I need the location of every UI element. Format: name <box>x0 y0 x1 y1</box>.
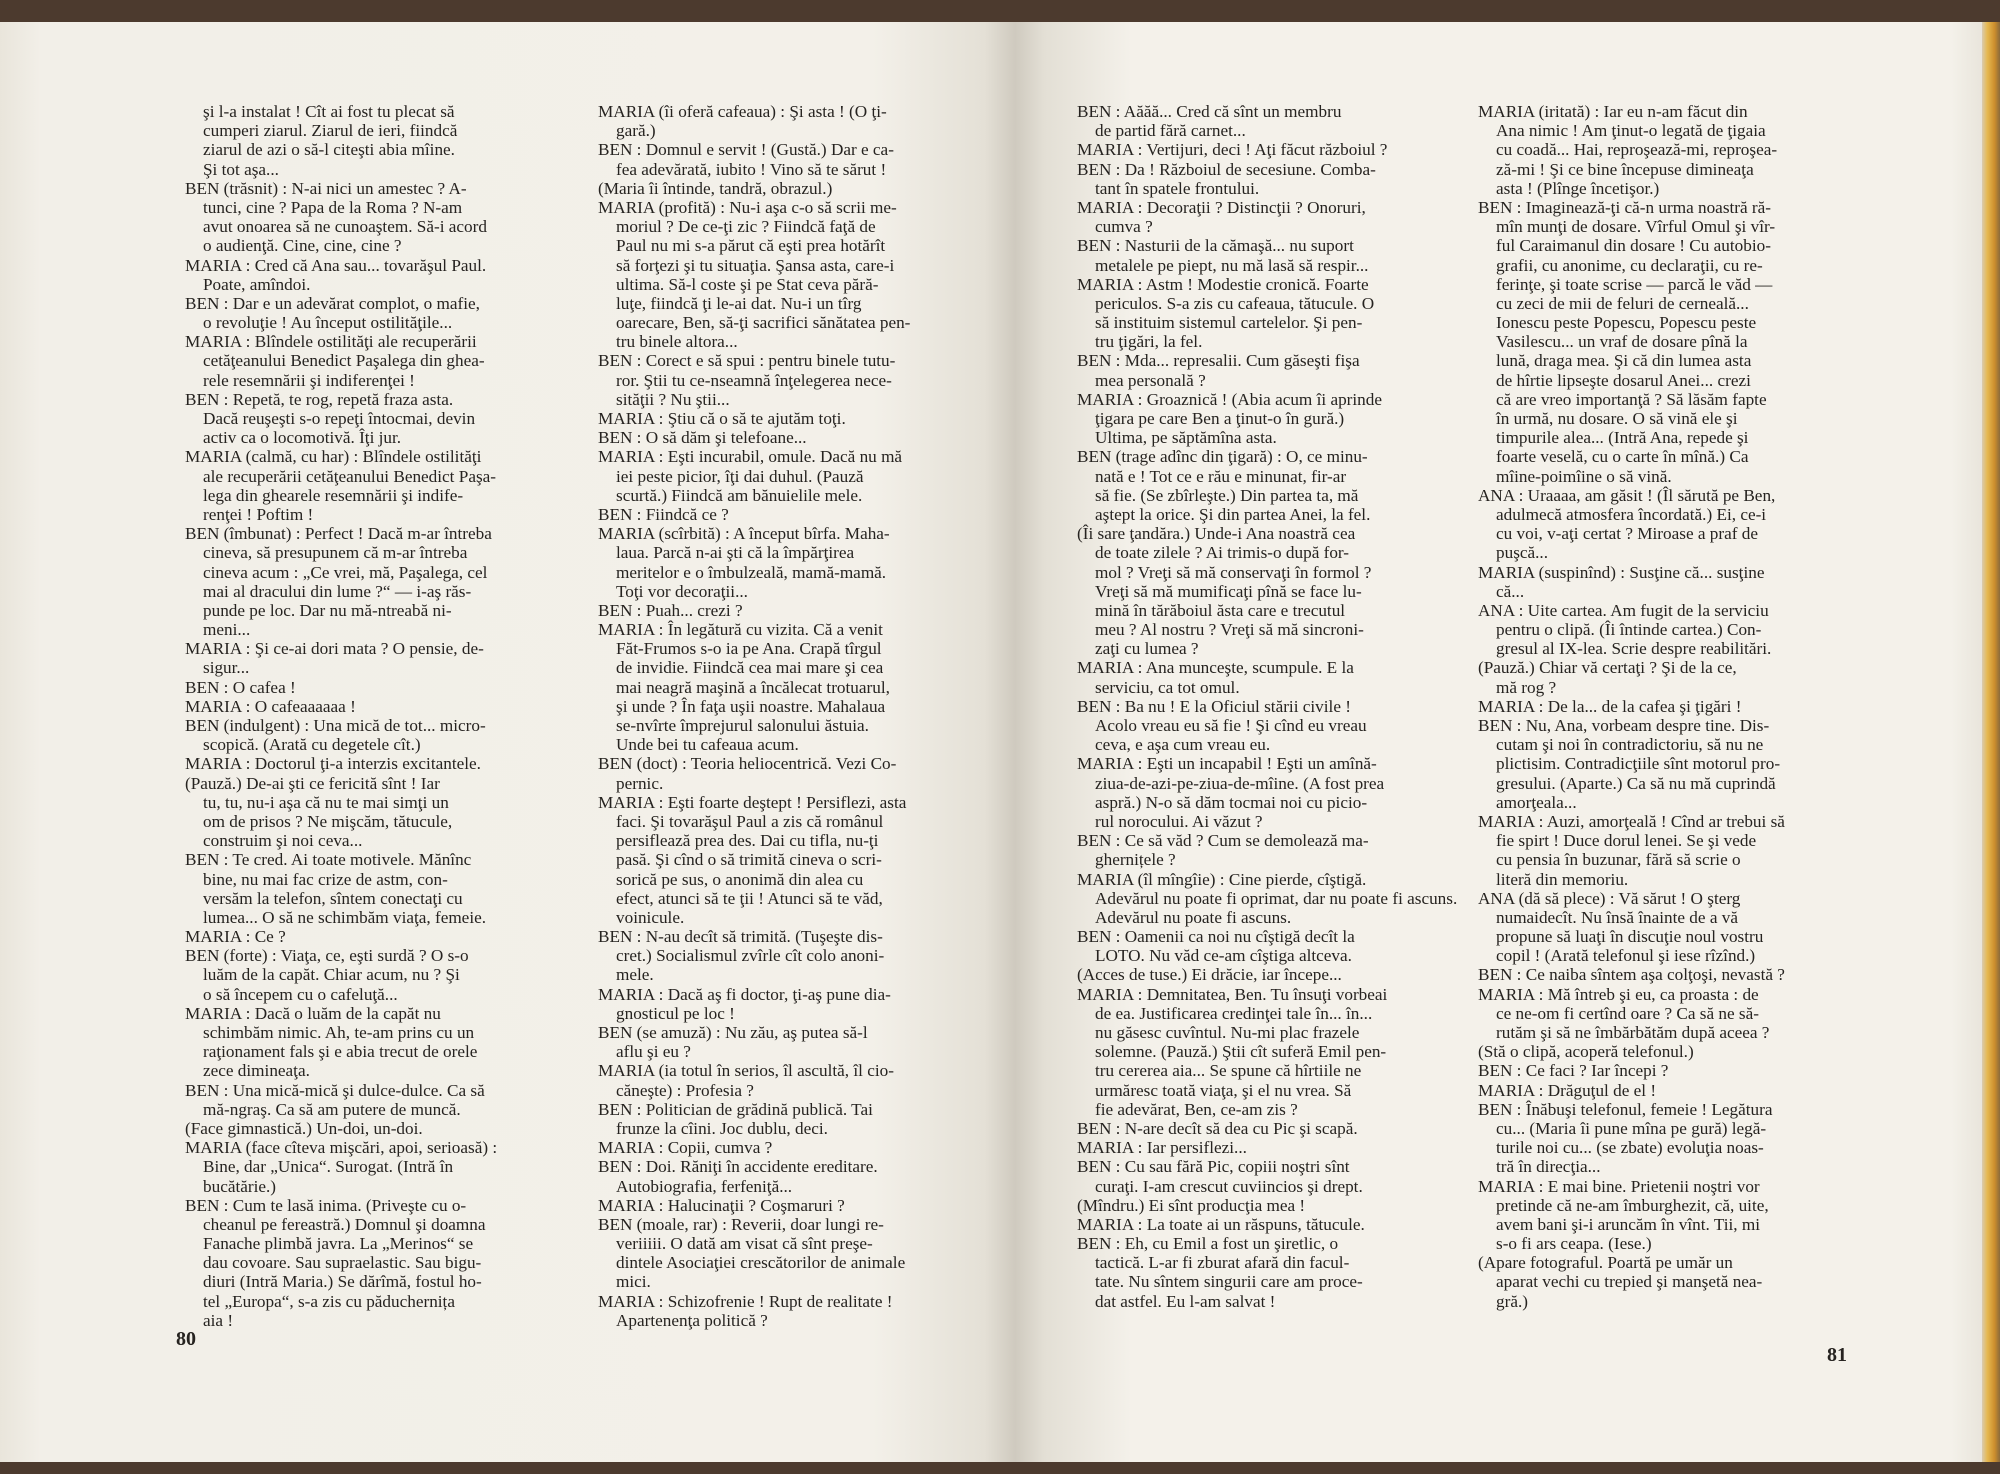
text-line: pentru o clipă. (Îi întinde cartea.) Con- <box>1496 620 1762 640</box>
text-line: ANA : Uraaaa, am găsit ! (Îl sărută pe Ben, <box>1478 485 1776 505</box>
text-line: cumva ? <box>1095 217 1153 237</box>
text-line: bine, nu mai fac crize de astm, con- <box>203 869 448 889</box>
text-line: tel „Europa“, s-a zis cu păduchernița <box>203 1291 455 1311</box>
page-edge-strip <box>1982 22 2000 1466</box>
text-line: luăm de la capăt. Chiar acum, nu ? Şi <box>203 965 460 985</box>
text-line: ţigara pe care Ben a ţinut-o în gură.) <box>1095 409 1345 428</box>
text-line: mină în tărăboiul ăsta care e trecutul <box>1095 600 1346 620</box>
text-line: BEN : Oamenii ca noi nu cîştigă decît la <box>1077 927 1355 947</box>
text-line: de toate zilele ? Ai trimis-o după for- <box>1095 543 1350 563</box>
text-line: mîine-poimîine o să vină. <box>1496 466 1672 486</box>
text-line: cu... (Maria îi pune mîna pe gură) legă- <box>1496 1118 1767 1138</box>
book-cover-bottom <box>0 1462 2000 1474</box>
text-line: BEN : Da ! Războiul de secesiune. Comba- <box>1077 159 1376 179</box>
text-line: MARIA : Ana munceşte, scumpule. E la <box>1077 658 1354 678</box>
text-line: Vreţi să mă mumificaţi pînă se face lu- <box>1095 581 1362 601</box>
text-line: scurtă.) Fiindcă am bănuielile mele. <box>616 485 863 505</box>
text-line: BEN : Ba nu ! E la Oficiul stării civile ! <box>1077 696 1351 716</box>
text-line: de ea. Justificarea credinţei tale în... în... <box>1095 1003 1373 1023</box>
text-line: plictisim. Contradicţiile sînt motorul pro- <box>1496 754 1781 774</box>
text-line: MARIA (face cîteva mişcări, apoi, serioasă) : <box>185 1138 498 1158</box>
text-line: luţe, fiindcă ţi le-ai dat. Nu-i un tîrg <box>616 293 862 313</box>
text-line: meu ? Al nostru ? Vreţi să mă sincroni- <box>1095 620 1364 640</box>
text-line: frunze la cîini. Joc dublu, deci. <box>616 1118 828 1138</box>
text-line: MARIA (îl mîngîie) : Cine pierde, cîştigă. <box>1077 869 1367 889</box>
text-line: pretinde că ne-am îmburghezit, că, uite, <box>1496 1195 1769 1215</box>
text-line: turile noi cu... (se zbate) evoluţia noas- <box>1496 1138 1764 1158</box>
text-line: cu voi, v-aţi certat ? Miroase a praf de <box>1496 524 1758 544</box>
text-line: tru ţigări, la fel. <box>1095 332 1203 352</box>
text-line: BEN : Puah... crezi ? <box>598 600 743 620</box>
right-page <box>1015 22 1990 1466</box>
text-line: MARIA : O cafeaaaaaa ! <box>185 696 356 716</box>
text-line: că... <box>1496 581 1525 601</box>
text-line: MARIA : Ştiu că o să te ajutăm toţi. <box>598 409 846 428</box>
text-line: literă din memoriu. <box>1496 869 1629 889</box>
text-line: Ana nimic ! Am ţinut-o legată de ţigaia <box>1496 121 1766 141</box>
text-line: mă rog ? <box>1496 677 1557 697</box>
text-line: s-o fi ars ceapa. (Iese.) <box>1496 1234 1652 1254</box>
text-line: MARIA : Şi ce-ai dori mata ? O pensie, de- <box>185 639 484 659</box>
left-page <box>0 22 1015 1466</box>
text-line: foarte veselă, cu o carte în mînă.) Ca <box>1496 447 1749 467</box>
text-line: Ionescu peste Popescu, Popescu peste <box>1496 313 1757 333</box>
text-line: MARIA : Eşti foarte deştept ! Persiflezi, asta <box>598 792 907 812</box>
text-line: cu zeci de mii de feluri de cerneală... <box>1496 293 1749 313</box>
text-line: tate. Nu sîntem singurii care am proce- <box>1095 1272 1363 1292</box>
text-line: lună, draga mea. Şi că din lumea asta <box>1496 351 1752 371</box>
text-line: Ultima, pe săptămîna asta. <box>1095 428 1277 448</box>
text-line: MARIA : Astm ! Modestie cronică. Foarte <box>1077 274 1369 294</box>
text-line: fie spirt ! Duce dorul lenei. Se şi vede <box>1496 831 1757 851</box>
text-line: şi unde ? În faţa uşii noastre. Mahalaua <box>616 696 886 716</box>
text-line: urmăresc toată viaţa, şi el nu vrea. Să <box>1095 1080 1352 1100</box>
text-line: cumperi ziarul. Ziarul de ieri, fiindcă <box>203 121 458 141</box>
text-line: moriul ? De ce-ţi zic ? Fiindcă faţă de <box>616 217 876 237</box>
text-line: Vasilescu... un vraf de dosare pînă la <box>1496 332 1748 352</box>
text-line: rul norocului. Ai văzut ? <box>1095 811 1263 831</box>
text-line: BEN (trăsnit) : N-ai nici un amestec ? A- <box>185 178 467 198</box>
text-line: mă-ngraş. Ca să am putere de muncă. <box>203 1099 461 1119</box>
text-line: sorică pe sus, o anonimă din alea cu <box>616 869 864 889</box>
text-line: MARIA : E mai bine. Prietenii noştri vor <box>1478 1176 1760 1196</box>
text-line: mol ? Vreţi să mă conservaţi în formol ? <box>1095 562 1372 582</box>
text-line: serviciu, ca tot omul. <box>1095 677 1240 697</box>
text-line: metalele pe piept, nu mă lasă să respir... <box>1095 255 1369 275</box>
text-line: MARIA : În legătură cu vizita. Că a venit <box>598 620 883 640</box>
text-line: cineva, să presupunem că m-ar întreba <box>203 543 468 563</box>
text-line: Poate, amîndoi. <box>203 274 311 294</box>
left-page-column-2 <box>598 102 976 1330</box>
text-line: diuri (Intră Maria.) Se dărîmă, fostul ho- <box>203 1272 482 1292</box>
text-line: (Mîndru.) Ei sînt producţia mea ! <box>1077 1195 1306 1215</box>
text-line: iei peste picior, îţi dai duhul. (Pauză <box>616 466 864 486</box>
text-line: tactică. L-ar fi zburat afară din facul- <box>1095 1253 1350 1273</box>
text-line: Toţi vor decoraţii... <box>616 581 748 601</box>
text-line: de hîrtie lipseşte dosarul Anei... crezi <box>1496 370 1751 390</box>
text-line: gară.) <box>616 121 656 141</box>
text-line: mîn munţi de dosare. Vîrful Omul şi vîr- <box>1496 217 1776 237</box>
text-line: sigur... <box>203 658 250 678</box>
text-line: MARIA : Schizofrenie ! Rupt de realitate ! <box>598 1291 893 1311</box>
text-line: ultima. Să-l coste şi pe Stat ceva pără- <box>616 274 879 294</box>
text-line: aspră.) N-o să dăm tocmai noi cu picio- <box>1095 792 1368 812</box>
text-line: MARIA : Cred că Ana sau... tovarăşul Paul. <box>185 255 487 275</box>
text-line: Fanache plimbă javra. La „Merinos“ se <box>203 1234 474 1254</box>
text-line: schimbăm nimic. Ah, te-am prins cu un <box>203 1023 475 1042</box>
text-line: BEN : Nu, Ana, vorbeam despre tine. Dis- <box>1478 716 1770 735</box>
text-line: Bine, dar „Unica“. Surogat. (Intră în <box>203 1157 454 1177</box>
text-line: numaidecît. Nu însă înainte de a vă <box>1496 907 1738 927</box>
text-line: om de prisos ? Ne mişcăm, tătucule, <box>203 811 453 831</box>
text-line: MARIA (îi oferă cafeaua) : Şi asta ! (O ţi- <box>598 102 887 121</box>
text-line: faci. Şi tovarăşul Paul a zis că românul <box>616 811 884 831</box>
text-line: BEN : Cu sau fără Pic, copiii noştri sînt <box>1077 1157 1350 1177</box>
text-line: MARIA : Dacă o luăm de la capăt nu <box>185 1003 441 1023</box>
text-line: BEN : O să dăm şi telefoane... <box>598 428 807 448</box>
text-line: Dacă reuşeşti s-o repeţi întocmai, devin <box>203 409 476 428</box>
text-line: tant în spatele frontului. <box>1095 178 1260 198</box>
text-line: propune să luaţi în discuţie noul vostru <box>1496 927 1764 947</box>
text-line: MARIA : Demnitatea, Ben. Tu însuţi vorbeai <box>1077 984 1388 1004</box>
text-line: nu găsesc cuvîntul. Nu-mi plac frazele <box>1095 1023 1360 1042</box>
text-line: lega din ghearele resemnării şi indife- <box>203 485 464 505</box>
text-line: să instituim sistemul cartelelor. Şi pen- <box>1095 313 1363 333</box>
text-line: BEN (indulgent) : Una mică de tot... micro- <box>185 716 486 735</box>
right-page-column-2 <box>1478 102 1860 1311</box>
text-line: MARIA (profită) : Nu-i aşa c-o să scrii me- <box>598 197 897 217</box>
text-line: cutam şi noi în contradictoriu, să nu ne <box>1496 735 1764 755</box>
text-line: cret.) Socialismul zvîrle cît colo anoni- <box>616 946 885 966</box>
text-line: dat astfel. Eu l-am salvat ! <box>1095 1291 1276 1311</box>
text-line: activ ca o locomotivă. Îţi jur. <box>203 428 402 448</box>
text-line: BEN : Politician de grădină publică. Tai <box>598 1099 873 1119</box>
text-line: (Pauză.) De-ai şti ce fericită sînt ! Iar <box>185 773 440 793</box>
text-line: ce ne-om fi certînd oare ? Ca să ne să- <box>1496 1003 1759 1023</box>
text-line: BEN : Cum te lasă inima. (Priveşte cu o- <box>185 1195 467 1215</box>
text-line: meritelor e o îmbulzeală, mamă-mamă. <box>616 562 887 582</box>
text-line: nată e ! Tot ce e rău e minunat, fir-ar <box>1095 466 1347 486</box>
text-line: punde pe loc. Dar nu mă-ntreabă ni- <box>203 600 452 620</box>
text-line: (Stă o clipă, acoperă telefonul.) <box>1478 1042 1694 1062</box>
text-line: avem bani şi-i aruncăm în vînt. Tii, mi <box>1496 1214 1760 1234</box>
text-line: BEN : Imaginează-ţi că-n urma noastră ră- <box>1478 197 1772 217</box>
text-line: avut onoarea să ne cunoaştem. Să-i acord <box>203 217 487 237</box>
text-line: BEN : N-au decît să trimită. (Tuşeşte dis- <box>598 927 883 947</box>
text-line: Adevărul nu poate fi oprimat, dar nu poate fi ascuns. <box>1095 888 1458 908</box>
text-line: MARIA (calmă, cu har) : Blîndele ostilităţi <box>185 447 482 467</box>
text-line: rele resemnării şi indiferenţei ! <box>203 370 415 390</box>
text-line: efect, atunci să te ţii ! Atunci să te văd, <box>616 888 883 908</box>
text-line: MARIA : Blîndele ostilităţi ale recuperării <box>185 332 477 352</box>
text-line: ză-mi ! Şi ce bine începuse dimineaţa <box>1496 159 1754 179</box>
text-line: BEN : Eh, cu Emil a fost un şiretlic, o <box>1077 1234 1339 1254</box>
text-line: persiflează prea des. Dai cu tifla, nu-ţi <box>616 831 879 851</box>
text-line: LOTO. Nu văd ce-am cîştiga altceva. <box>1095 946 1352 966</box>
text-line: BEN (moale, rar) : Reverii, doar lungi re- <box>598 1214 884 1234</box>
text-line: MARIA : Drăguţul de el ! <box>1478 1080 1657 1100</box>
left-page-number: 80 <box>176 1328 196 1350</box>
text-line: scopică. (Arată cu degetele cît.) <box>203 735 421 755</box>
text-line: BEN : Înăbuşi telefonul, femeie ! Legătura <box>1478 1099 1773 1119</box>
text-line: Adevărul nu poate fi ascuns. <box>1095 907 1292 927</box>
text-line: mai neagră maşină a încălecat trotuarul, <box>616 677 890 697</box>
text-line: MARIA : Mă întreb şi eu, ca proasta : de <box>1478 984 1759 1004</box>
text-line: aştept la orice. Şi din partea Anei, la fel. <box>1095 504 1371 524</box>
text-line: tunci, cine ? Papa de la Roma ? N-am <box>203 197 463 217</box>
text-line: căneşte) : Profesia ? <box>616 1080 754 1100</box>
text-line: se-nvîrte împrejurul salonului ăstuia. <box>616 716 869 735</box>
text-line: cheanul pe fereastră.) Domnul şi doamna <box>203 1214 486 1234</box>
text-line: MARIA : Vertijuri, deci ! Aţi făcut războiul ? <box>1077 140 1388 160</box>
text-line: timpurile alea... (Intră Ana, repede şi <box>1496 428 1749 448</box>
text-line: ful Caraimanul din dosare ! Cu autobio- <box>1496 236 1771 256</box>
text-line: MARIA : Auzi, amorţeală ! Cînd ar trebui să <box>1478 811 1785 831</box>
text-line: BEN (trage adînc din ţigară) : O, ce minu- <box>1077 447 1368 467</box>
text-line: BEN (forte) : Viaţa, ce, eşti surdă ? O s-o <box>185 946 469 966</box>
text-line: Şi tot aşa... <box>203 159 279 179</box>
text-line: bucătărie.) <box>203 1176 276 1196</box>
text-line: (Apare fotograful. Poartă pe umăr un <box>1478 1253 1733 1273</box>
text-line: ferinţe, şi toate scrise — parcă le văd — <box>1496 274 1773 294</box>
text-line: tru cererea aia... Se spune că hîrtiile ne <box>1095 1061 1362 1081</box>
text-line: în urmă, nu dosare. O să vină ele şi <box>1496 409 1738 428</box>
text-line: renţei ! Poftim ! <box>203 504 314 524</box>
text-line: gresul al IX-lea. Scrie despre reabilitări. <box>1496 639 1772 659</box>
text-line: cineva acum : „Ce vrei, mă, Paşalega, cel <box>203 562 488 582</box>
text-line: MARIA : Halucinaţii ? Coşmaruri ? <box>598 1195 845 1215</box>
text-line: Apartenenţa politică ? <box>616 1310 768 1330</box>
text-line: construim şi noi ceva... <box>203 831 363 851</box>
text-line: asta ! (Plînge încetişor.) <box>1496 178 1660 198</box>
text-line: fie adevărat, Ben, ce-am zis ? <box>1095 1099 1298 1119</box>
text-line: MARIA : Copii, cumva ? <box>598 1138 773 1158</box>
text-line: BEN : Corect e să spui : pentru binele tutu- <box>598 351 896 371</box>
text-line: mai al dracului din lume ?“ — i-aş răs- <box>203 581 472 601</box>
text-line: BEN : Nasturii de la cămaşă... nu suport <box>1077 236 1354 256</box>
text-line: MARIA : Dacă aş fi doctor, ţi-aş pune dia- <box>598 984 891 1004</box>
text-line: (Acces de tuse.) Ei drăcie, iar începe... <box>1077 965 1342 985</box>
text-line: sităţii ? Nu ştii... <box>616 389 730 409</box>
text-line: rutăm şi să ne îmbărbătăm după aceea ? <box>1496 1023 1770 1042</box>
text-line: BEN (doct) : Teoria heliocentrică. Vezi Co- <box>598 754 897 774</box>
text-line: Paul nu mi s-a părut că eşti prea hotărît <box>616 236 886 256</box>
text-line: BEN : O cafea ! <box>185 677 296 697</box>
text-line: dau covoare. Sau supraelastic. Sau bigu- <box>203 1253 482 1273</box>
text-line: BEN : Aăăă... Cred că sînt un membru <box>1077 102 1342 121</box>
text-line: BEN : Una mică-mică şi dulce-dulce. Ca să <box>185 1080 485 1100</box>
text-line: MARIA : Iar persiflezi... <box>1077 1138 1247 1158</box>
text-line: Acolo vreau eu să fie ! Şi cînd eu vreau <box>1095 716 1367 735</box>
text-line: raţionament fals şi e abia trecut de orele <box>203 1042 478 1062</box>
text-line: să forţezi şi tu situaţia. Şansa asta, care-i <box>616 255 895 275</box>
text-line: cu coadă... Hai, reproşează-mi, reproşea- <box>1496 140 1778 160</box>
text-line: tră în direcţia... <box>1496 1157 1601 1177</box>
text-line: MARIA : Ce ? <box>185 927 286 947</box>
text-line: pernic. <box>616 773 664 793</box>
text-line: curaţi. I-am crescut cuviincios şi drept. <box>1095 1176 1363 1196</box>
text-line: oarecare, Ben, să-ţi sacrifici sănătatea pen- <box>616 313 911 333</box>
right-page-column-1 <box>1077 102 1466 1311</box>
text-line: BEN : Domnul e servit ! (Gustă.) Dar e ca- <box>598 140 894 160</box>
text-line: MARIA : La toate ai un răspuns, tătucule. <box>1077 1214 1365 1234</box>
text-line: (Pauză.) Chiar vă certaţi ? Şi de la ce, <box>1478 658 1737 678</box>
text-line: aia ! <box>203 1310 234 1330</box>
text-line: BEN : Ce să văd ? Cum se demolează ma- <box>1077 831 1369 851</box>
text-line: (Îi sare ţandăra.) Unde-i Ana noastră cea <box>1077 524 1356 544</box>
text-line: BEN : Fiindcă ce ? <box>598 504 729 524</box>
text-line: BEN : Repetă, te rog, repetă fraza asta. <box>185 389 454 409</box>
text-line: ceva, e aşa cum vreau eu. <box>1095 735 1271 755</box>
text-line: ANA : Uite cartea. Am fugit de la serviciu <box>1478 600 1769 620</box>
text-line: MARIA (scîrbită) : A început bîrfa. Maha- <box>598 524 890 544</box>
text-line: ziarul de azi o să-l citeşti abia mîine. <box>203 140 455 160</box>
text-line: (Maria îi întinde, tandră, obrazul.) <box>598 178 833 198</box>
text-line: periculos. S-a zis cu cafeaua, tătucule. O <box>1095 293 1375 313</box>
text-line: amorţeala... <box>1496 792 1577 812</box>
text-line: de invidie. Fiindcă cea mai mare şi cea <box>616 658 884 678</box>
text-line: Autobiografia, ferfeniţă... <box>616 1176 793 1196</box>
text-line: gnosticul pe loc ! <box>616 1003 735 1023</box>
text-line: (Face gimnastică.) Un-doi, un-doi. <box>185 1118 423 1138</box>
text-line: MARIA : De la... de la cafea şi ţigări ! <box>1478 696 1742 716</box>
text-line: laua. Parcă n-ai şti că la împărţirea <box>616 543 855 563</box>
text-line: gresului. (Aparte.) Ca să nu mă cuprindă <box>1496 773 1776 793</box>
text-line: BEN (se amuză) : Nu zău, aş putea să-l <box>598 1023 868 1042</box>
text-line: tru binele altora... <box>616 332 738 352</box>
text-line: pasă. Şi cînd o să trimită cineva o scri- <box>616 850 882 870</box>
book-cover-top <box>0 0 2000 22</box>
text-line: Unde bei tu cafeaua acum. <box>616 735 799 755</box>
text-line: MARIA : Doctorul ţi-a interzis excitantele. <box>185 754 481 774</box>
text-line: mici. <box>616 1272 651 1292</box>
text-line: lumea... O să ne schimbăm viaţa, femeie. <box>203 907 487 927</box>
text-line: voinicule. <box>616 907 685 927</box>
text-line: ale recuperării cetăţeanului Benedict Paşa- <box>203 466 496 486</box>
text-line: BEN : N-are decît să dea cu Pic şi scapă. <box>1077 1118 1358 1138</box>
text-line: aflu şi eu ? <box>616 1042 691 1062</box>
text-line: BEN (îmbunat) : Perfect ! Dacă m-ar întreba <box>185 524 492 544</box>
text-line: veriiiii. O dată am visat că sînt preşe- <box>616 1234 873 1254</box>
text-line: BEN : Ce faci ? Iar începi ? <box>1478 1061 1669 1081</box>
text-line: de partid fără carnet... <box>1095 121 1246 141</box>
text-line: BEN : Mda... represalii. Cum găseşti fişa <box>1077 351 1360 371</box>
text-line: ANA (dă să plece) : Vă sărut ! O şterg <box>1478 888 1741 908</box>
text-line: MARIA (ia totul în serios, îl ascultă, îl cio- <box>598 1061 894 1081</box>
text-line: MARIA : Groaznică ! (Abia acum îi aprinde <box>1077 389 1382 409</box>
text-line: versăm la telefon, sîntem conectaţi cu <box>203 888 463 908</box>
text-line: meni... <box>203 620 251 640</box>
text-line: să fie. (Se zbîrleşte.) Din partea ta, mă <box>1095 485 1359 505</box>
text-line: fea adevărată, iubito ! Vino să te sărut ! <box>616 159 887 179</box>
text-line: adulmecă atmosfera încordată.) Ei, ce-i <box>1496 504 1767 524</box>
text-line: cetăţeanului Benedict Paşalega din ghea- <box>203 351 485 371</box>
text-line: gră.) <box>1496 1291 1528 1311</box>
text-line: MARIA (iritată) : Iar eu n-am făcut din <box>1478 102 1748 121</box>
text-line: Făt-Frumos s-o ia pe Ana. Crapă tîrgul <box>616 639 882 659</box>
text-line: aparat vechi cu trepied şi manşetă nea- <box>1496 1272 1763 1292</box>
text-line: MARIA : Eşti un incapabil ! Eşti un amînă- <box>1077 754 1377 774</box>
text-line: zece dimineaţa. <box>203 1061 310 1081</box>
text-line: MARIA (suspinînd) : Susţine că... susţine <box>1478 562 1765 582</box>
left-page-column-1 <box>185 102 577 1330</box>
text-line: BEN : Ce naiba sîntem aşa colţoşi, nevastă ? <box>1478 965 1785 985</box>
text-line: o revoluţie ! Au început ostilităţile... <box>203 313 453 333</box>
right-page-number: 81 <box>1827 1344 1847 1366</box>
text-line: solemne. (Pauză.) Ştii cît suferă Emil pen- <box>1095 1042 1387 1062</box>
text-line: copil ! (Arată telefonul şi iese rîzînd.) <box>1496 946 1756 966</box>
text-line: MARIA : Eşti incurabil, omule. Dacă nu mă <box>598 447 903 467</box>
text-line: mea personală ? <box>1095 370 1206 390</box>
text-line: şi l-a instalat ! Cît ai fost tu plecat să <box>203 102 455 121</box>
text-line: grafii, cu anonime, cu declaraţii, cu re- <box>1496 255 1763 275</box>
text-line: zaţi cu lumea ? <box>1095 639 1199 659</box>
text-line: BEN : Doi. Răniţi în accidente ereditare. <box>598 1157 878 1177</box>
text-line: o să începem cu o cafeluţă... <box>203 984 398 1004</box>
text-line: cu pensia în buzunar, fără să scrie o <box>1496 850 1741 870</box>
text-line: ziua-de-azi-pe-ziua-de-mîine. (A fost prea <box>1095 773 1385 793</box>
text-line: puşcă... <box>1496 543 1549 563</box>
text-line: BEN : Te cred. Ai toate motivele. Mănînc <box>185 850 472 870</box>
text-line: mele. <box>616 965 654 985</box>
text-line: ghernițele ? <box>1095 850 1176 870</box>
text-line: că are vreo importanţă ? Să lăsăm fapte <box>1496 389 1767 409</box>
text-line: BEN : Dar e un adevărat complot, o mafie, <box>185 293 480 313</box>
text-line: o audienţă. Cine, cine, cine ? <box>203 236 402 256</box>
text-line: MARIA : Decoraţii ? Distincţii ? Onoruri, <box>1077 197 1366 217</box>
text-line: tu, tu, nu-i aşa că nu te mai simţi un <box>203 792 449 812</box>
text-line: dintele Asociaţiei crescătorilor de animale <box>616 1253 906 1273</box>
text-line: ror. Ştii tu ce-nseamnă înţelegerea nece- <box>616 370 892 390</box>
